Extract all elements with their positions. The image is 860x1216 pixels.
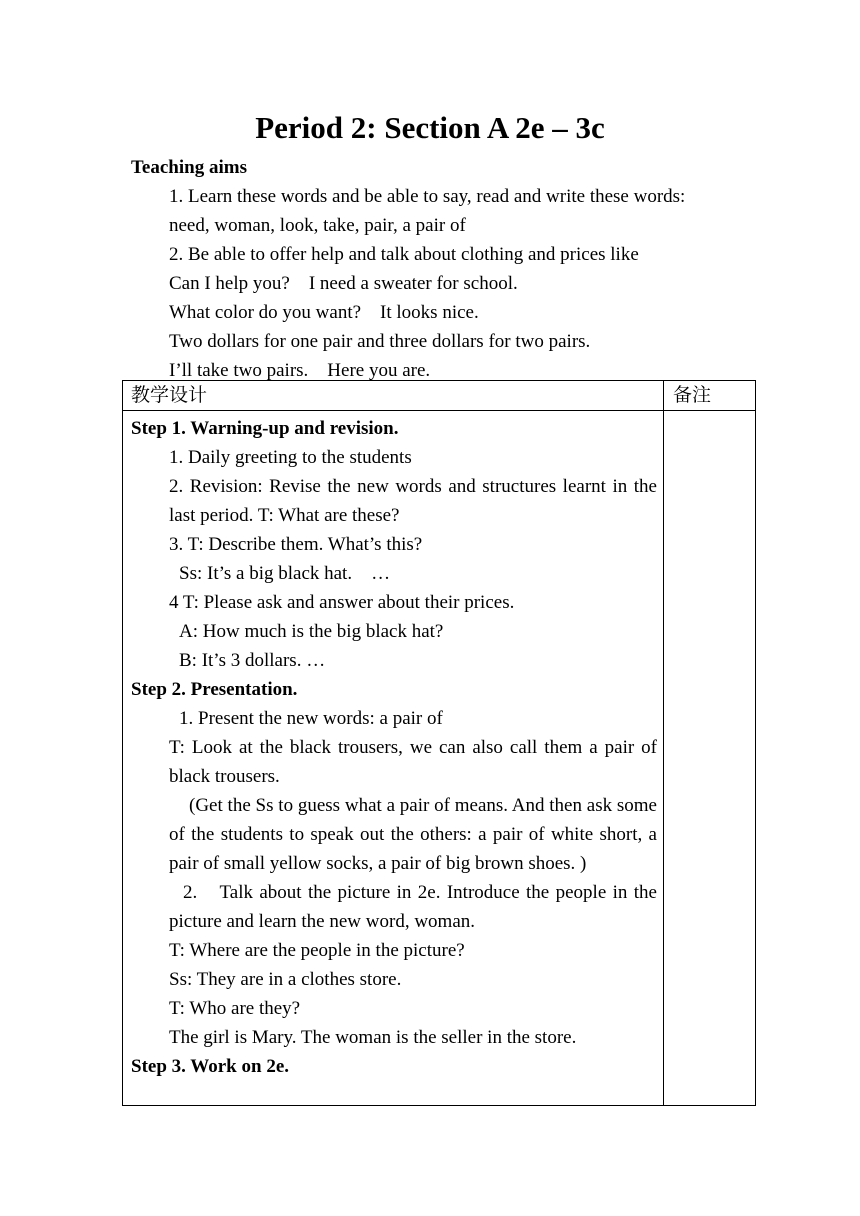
step-3-title: Step 3. Work on 2e.	[131, 1056, 290, 1077]
design-column-header: 教学设计	[123, 381, 664, 411]
dialog-line: T: Where are the people in the picture?	[169, 940, 465, 961]
page-title: Period 2: Section A 2e – 3c	[255, 110, 605, 145]
step-2-paragraph: T: Look at the black trousers, we can also call them a pair of black trousers.	[169, 737, 657, 787]
aim-line: Two dollars for one pair and three dollars for two pairs.	[169, 331, 591, 352]
teaching-aims-list	[169, 182, 749, 385]
teaching-aims-heading: Teaching aims	[131, 157, 247, 178]
lesson-plan-table	[122, 380, 756, 1106]
dialog-line: T: Who are they?	[169, 998, 301, 1019]
table-header-row	[123, 381, 756, 411]
aim-line: 1. Learn these words and be able to say, read and write these words:	[169, 186, 686, 207]
aim-line: 2. Be able to offer help and talk about clothing and prices like	[169, 244, 639, 265]
step-1-item: 1. Daily greeting to the students	[169, 447, 412, 468]
step-2-paragraph: (Get the Ss to guess what a pair of means. And then ask some of the students to speak out the others: a pair of white short, a pair of small yellow socks, a pair of big brown shoes. )	[169, 795, 657, 874]
step-1-title: Step 1. Warning-up and revision.	[131, 418, 399, 439]
aim-line: need, woman, look, take, pair, a pair of	[169, 215, 466, 236]
step-2-item: 1. Present the new words: a pair of	[179, 708, 443, 729]
aim-line: What color do you want? It looks nice.	[169, 302, 479, 323]
notes-cell	[664, 411, 756, 1106]
dialog-line: Ss: They are in a clothes store.	[169, 969, 402, 990]
dialog-line: B: It’s 3 dollars. …	[179, 650, 326, 671]
dialog-line: The girl is Mary. The woman is the seller in the store.	[169, 1027, 577, 1048]
aim-line: I’ll take two pairs. Here you are.	[169, 360, 431, 381]
table-body-row	[123, 411, 756, 1106]
dialog-line: A: How much is the big black hat?	[179, 621, 444, 642]
notes-column-header: 备注	[664, 381, 756, 411]
design-cell	[123, 411, 664, 1106]
step-2-title: Step 2. Presentation.	[131, 679, 298, 700]
step-2-paragraph: 2. Talk about the picture in 2e. Introduce the people in the picture and learn the new word, woman.	[169, 882, 662, 932]
step-1-item: 3. T: Describe them. What’s this?	[169, 534, 423, 555]
step-1-answer: Ss: It’s a big black hat. …	[179, 563, 391, 584]
step-1-item: 2. Revision: Revise the new words and structures learnt in the last period. T: What are these?	[169, 476, 657, 526]
step-1-item: 4 T: Please ask and answer about their prices.	[169, 592, 515, 613]
aim-line: Can I help you? I need a sweater for school.	[169, 273, 518, 294]
